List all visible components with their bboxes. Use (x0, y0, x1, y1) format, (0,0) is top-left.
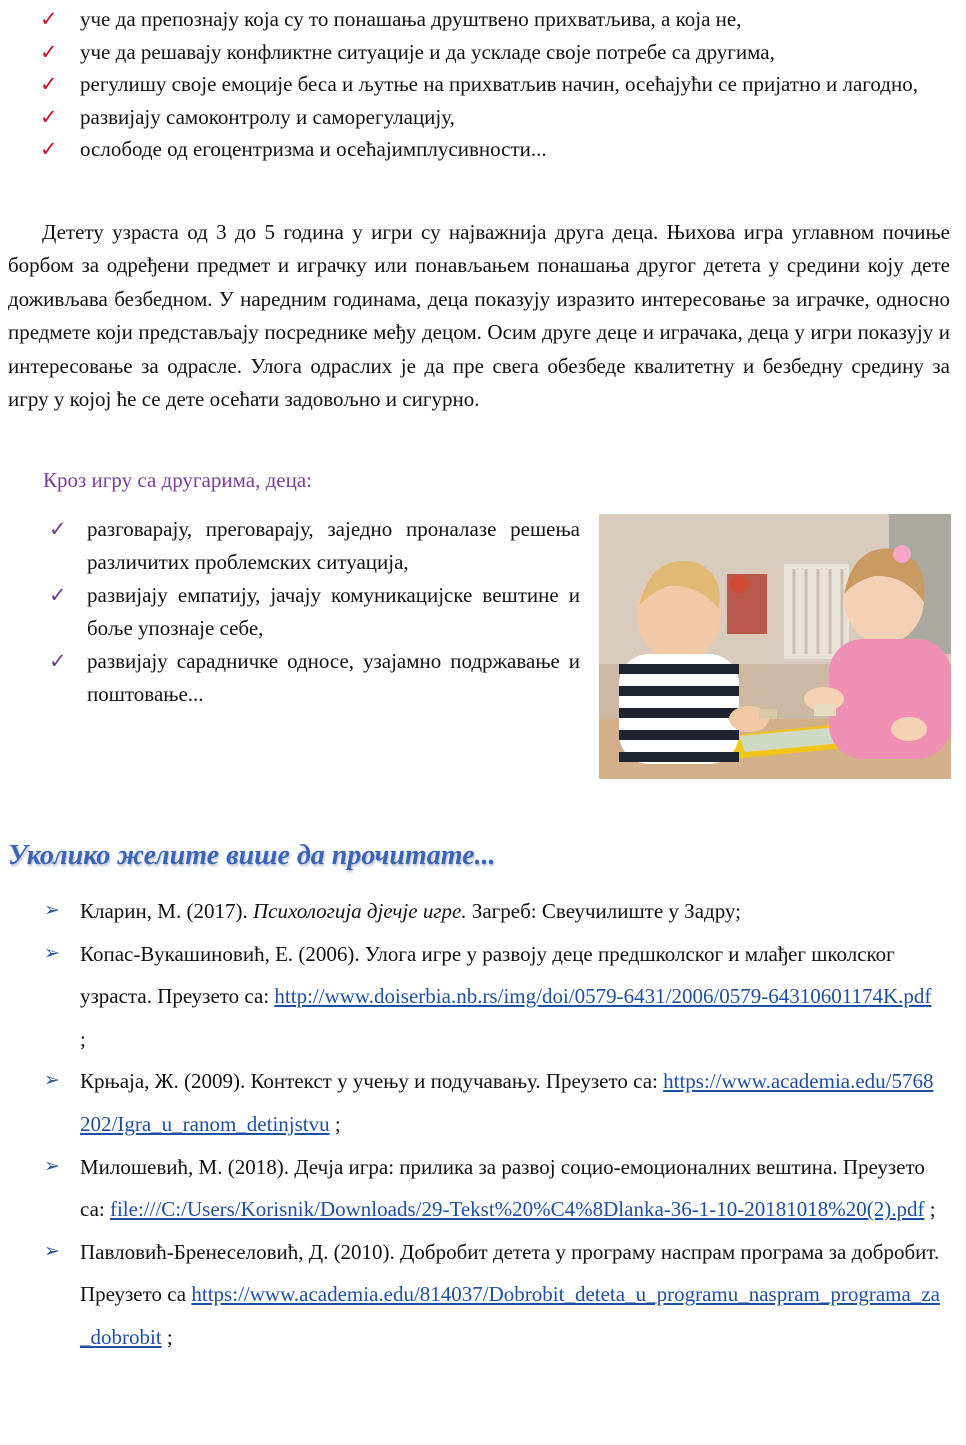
list-item: ✓ разговарају, преговарају, заједно проналазе решења различитих проблемских ситуација, (0, 513, 580, 579)
list-item: ✓ регулишу своје емоције беса и љутње на прихватљив начин, осећајући се пријатно и лагодно, (0, 68, 966, 101)
list-item: ✓ ослободе од егоцентризма и осећајимплусивности... (0, 133, 966, 166)
list-item: ✓ развијају сарадничке односе, узајамно подржавање и поштовање... (0, 645, 580, 711)
list-lead-in: Кроз игру са другарима, деца: (43, 468, 312, 492)
list-item: ✓ уче да препознају која су то понашања друштвено прихватљива, а која не, (0, 3, 966, 36)
reference-link[interactable]: https://www.academia.edu/5768202/Igra_u_ranom_detinjstvu (80, 1069, 934, 1136)
checkmark-icon: ✓ (40, 7, 58, 31)
checkmark-icon: ✓ (40, 39, 58, 64)
checkmark-icon: ✓ (49, 517, 67, 541)
arrow-bullet-icon: ➢ (44, 900, 60, 921)
list-item: ✓ развијају самоконтролу и саморегулацију, (0, 101, 966, 134)
arrow-bullet-icon: ➢ (44, 1155, 60, 1177)
checkmark-icon: ✓ (49, 583, 67, 607)
list-item: ✓ уче да решавају конфликтне ситуације и да ускладе своје потребе са другима, (0, 36, 966, 69)
reference-item: ➢ Павловић-Бренеселовић, Д. (2010). Добробит детета у програму наспрам програма за добробит. Преузето са https://www.academia.edu/814037/Dobrobit_deteta_u_programu_naspram_programa_za_dobrobit ; (0, 1231, 966, 1359)
children-playing-photo (599, 514, 951, 779)
peer-play-list (0, 513, 580, 711)
reference-item: ➢ Кларин, М. (2017). Психологија дјечје игре. Загреб: Свеучилиште у Задру; (0, 890, 966, 933)
arrow-bullet-icon: ➢ (44, 1240, 60, 1262)
reference-title: Психологија дјечје игре. (252, 899, 467, 923)
reference-item: ➢ Крњаја, Ж. (2009). Контекст у учењу и подучавању. Преузето са: https://www.academia.edu/5768202/Igra_u_ranom_detinjstvu ; (0, 1060, 966, 1145)
section-heading: Уколико желите више да прочитате... (8, 840, 496, 871)
checkmark-icon: ✓ (40, 137, 58, 161)
reference-link[interactable]: https://www.academia.edu/814037/Dobrobit_deteta_u_programu_naspram_programa_za_dobrobit (80, 1282, 940, 1349)
reference-link[interactable]: http://www.doiserbia.nb.rs/img/doi/0579-6431/2006/0579-64310601174K.pdf (274, 984, 932, 1009)
children-playing-illustration (599, 514, 951, 779)
arrow-bullet-icon: ➢ (44, 942, 60, 964)
checkmark-icon: ✓ (40, 72, 58, 96)
reference-item: ➢ Копас-Вукашиновић, Е. (2006). Улога игре у развоју деце предшколског и млађег школског узраста. Преузето са: http://www.doiserbia.nb.rs/img/doi/0579-6431/2006/0579-64310601174K.pdf ; (0, 933, 966, 1061)
reference-item: ➢ Милошевић, М. (2018). Дечја игра: прилика за развој социо-емоционалних вештина. Преузето са: file:///C:/Users/Korisnik/Downloads/29-Tekst%20%C4%8Dlanka-36-1-10-20181018%20(2).pdf ; (0, 1146, 966, 1231)
social-skills-list (0, 3, 966, 166)
list-item: ✓ развијају емпатију, јачају комуникацијске вештине и боље упознаје себе, (0, 579, 580, 645)
body-paragraph: Детету узраста од 3 до 5 година у игри су најважнија друга деца. Њихова игра углавном почиње борбом за одређени предмет и играчку или понављањем понашања другог детета у средини коју дете доживљава безбедном. У наредним годинама, деца показују изразито интересовање за играчке, односно предмете који представљају посреднике међу децом. Осим друге деце и играчака, деца у игри показују и интересовање за одрасле. Улога одраслих је да пре свега обезбеде квалитетну и безбедну средину за игру у којој ће се дете осећати задовољно и сигурно. (8, 220, 950, 412)
reference-link[interactable]: file:///C:/Users/Korisnik/Downloads/29-Tekst%20%C4%8Dlanka-36-1-10-20181018%20(2).pdf (109, 1197, 925, 1222)
checkmark-icon: ✓ (40, 104, 58, 129)
references-list (0, 890, 966, 1359)
arrow-bullet-icon: ➢ (44, 1070, 60, 1092)
checkmark-icon: ✓ (49, 649, 67, 673)
